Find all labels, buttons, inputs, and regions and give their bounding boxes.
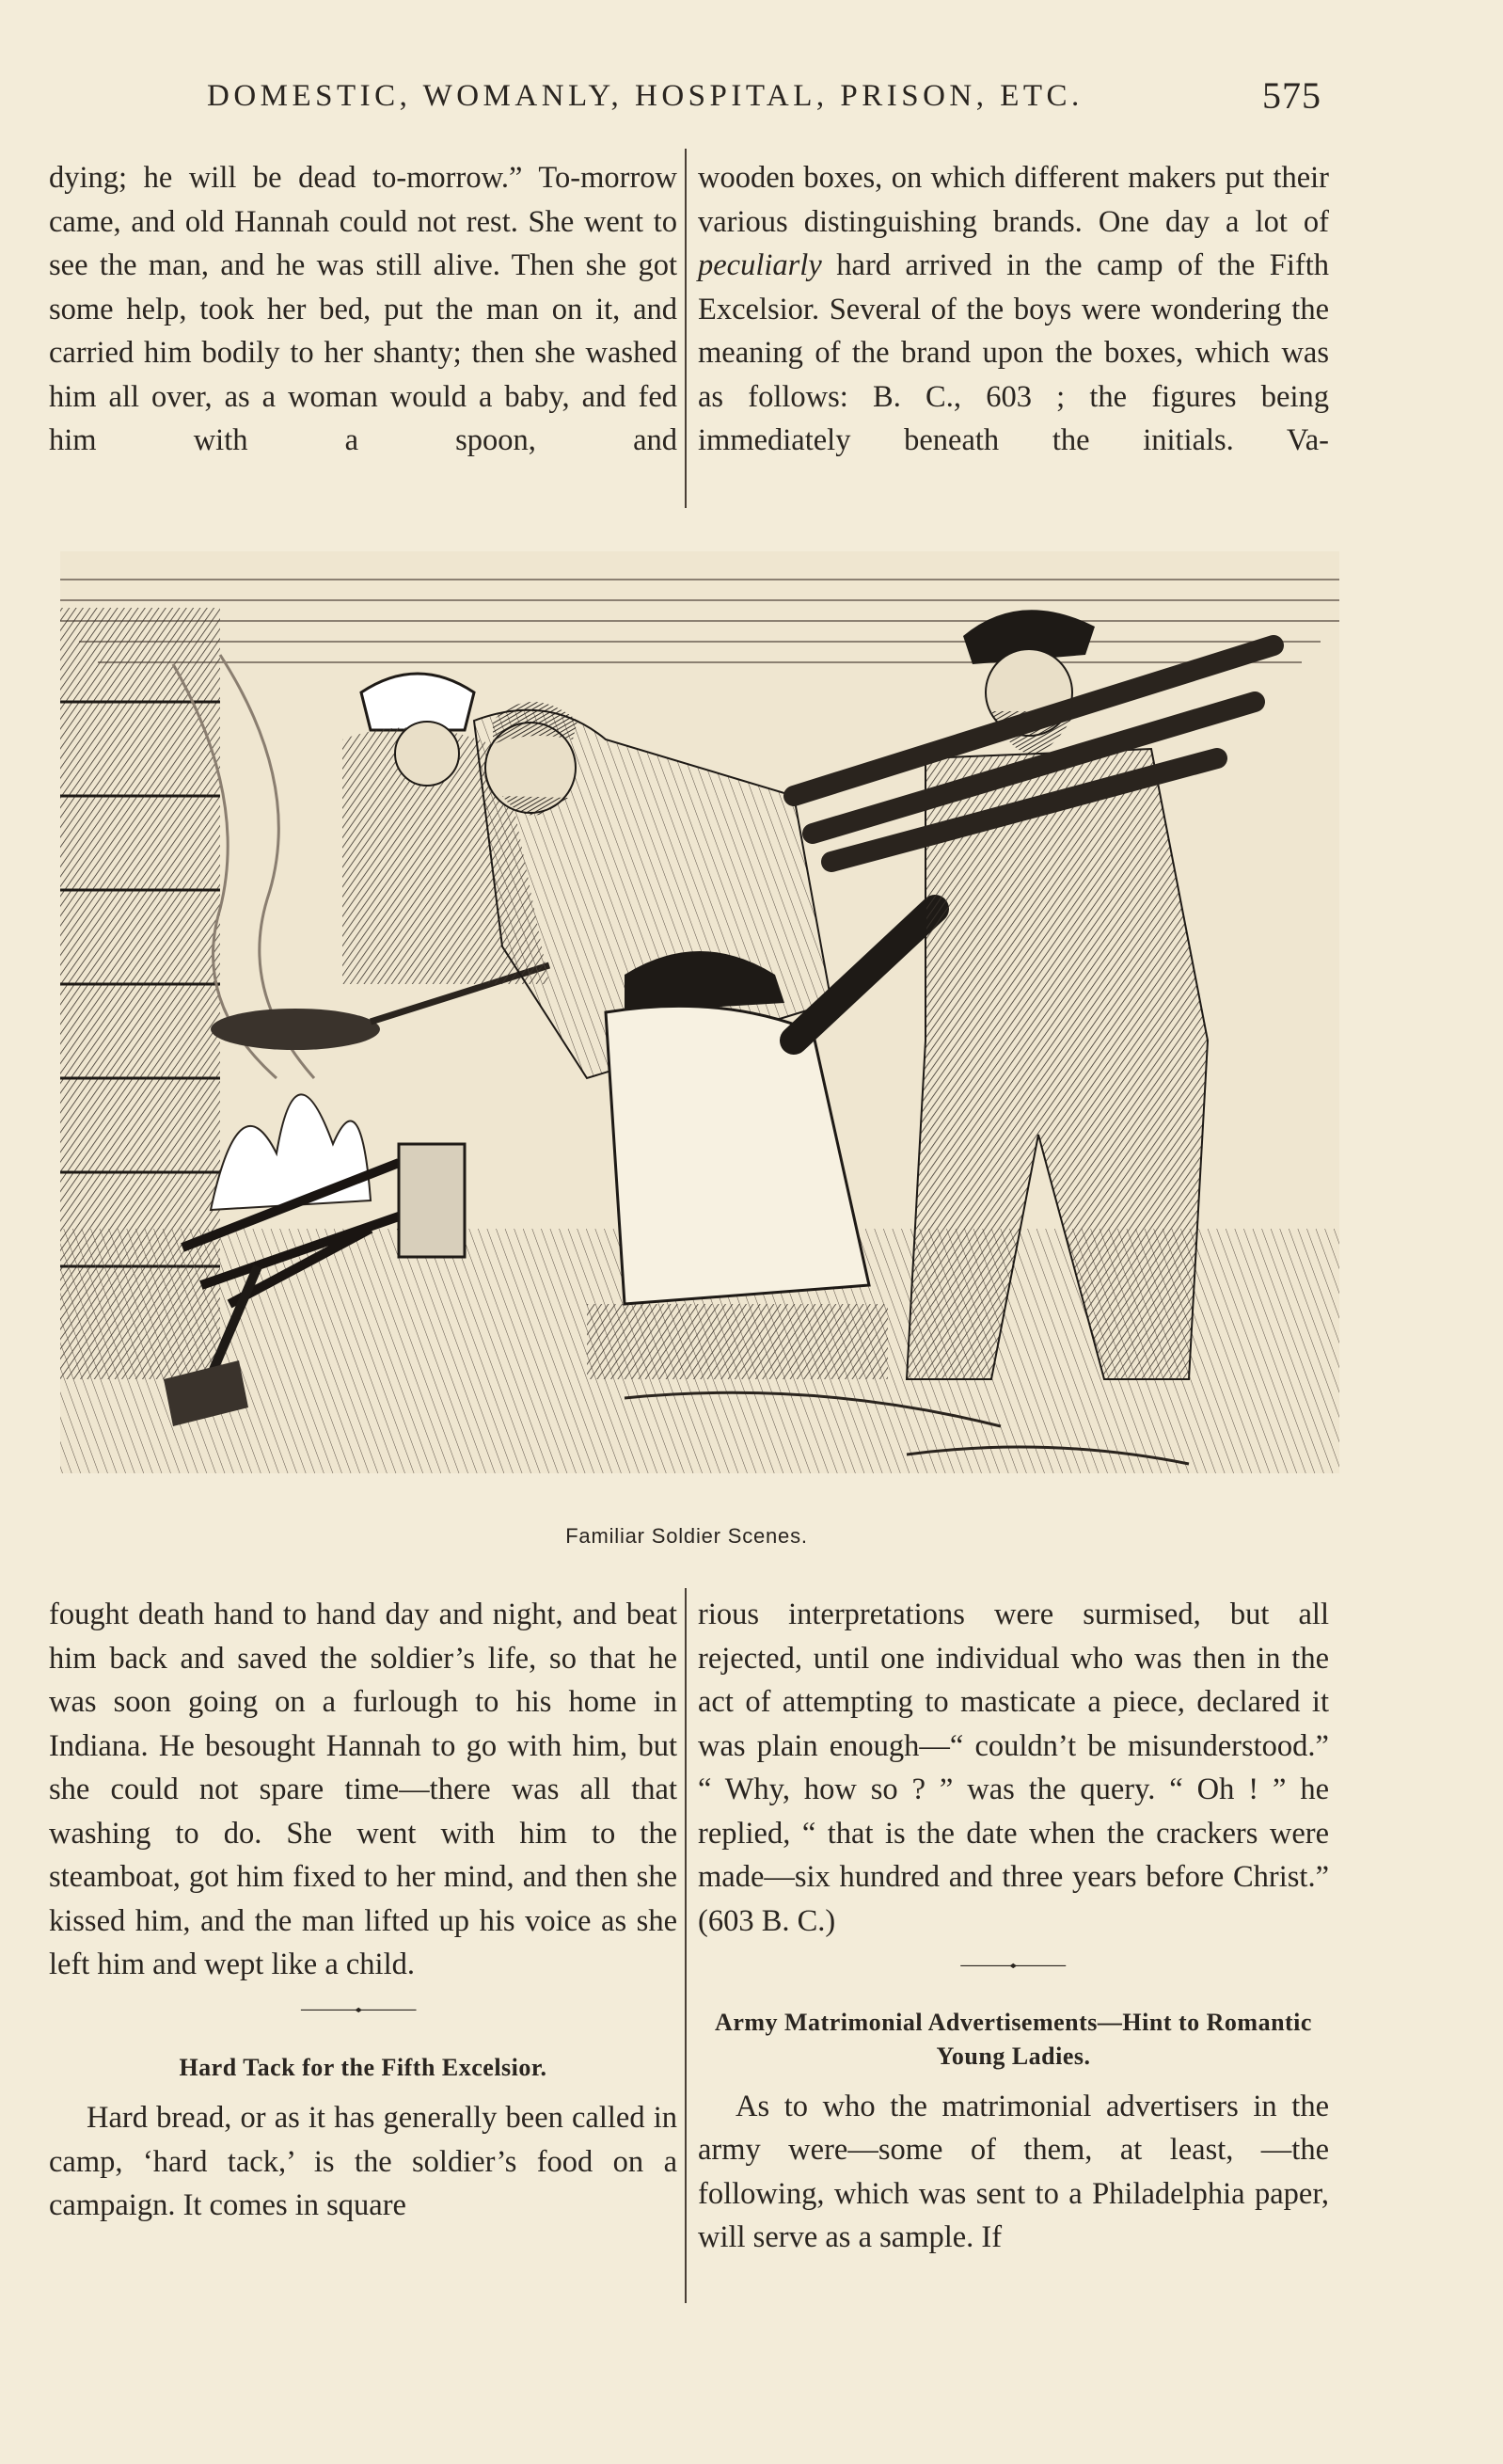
- page-number: 575: [1262, 74, 1321, 117]
- section-heading-matrimonial: Army Matrimonial Advertisements—Hint to Romantic Young Ladies.: [715, 2008, 1312, 2070]
- section-ornament-right: [698, 1959, 1329, 1974]
- section-ornament: [49, 2003, 677, 2018]
- bottom-right-column: [698, 1593, 1329, 2260]
- engraving-illustration: [60, 551, 1339, 1473]
- section-heading-hard-tack: Hard Tack for the Fifth Excelsior.: [179, 2054, 547, 2081]
- top-left-column: [49, 156, 677, 463]
- bottom-left-paragraph: fought death hand to hand day and night, and beat him back and saved the soldier’s life, so that he was soon going on a furlough to his home in Indiana. He besought Hannah to go with him, but she could not spare time—there was all that washing to do. She went with him to the steamboat, got him fixed to her mind, and then she kissed him, and the man lifted up his voice as she left him and wept like a child.: [49, 1598, 677, 1981]
- column-divider-top: [685, 149, 687, 508]
- top-right-text-a: wooden boxes, on which different makers put their various distinguishing brands. One day a lot of: [698, 161, 1329, 239]
- bottom-right-paragraph: rious interpretations were surmised, but all rejected, until one individual who was then in the act of attempting to masticate a piece, declared it was plain enough—“ couldn’t be misunderstood.” “ Why, how so ? ” was the query. “ Oh ! ” he replied, “ that is the date when the crackers were made—six hundred and three years before Christ.” (603 B. C.): [698, 1598, 1329, 1938]
- frying-pan: [211, 1009, 380, 1050]
- figure-caption: Familiar Soldier Scenes.: [565, 1524, 808, 1548]
- header-title: DOMESTIC, WOMANLY, HOSPITAL, PRISON, ETC.: [207, 79, 1084, 113]
- top-left-paragraph: dying; he will be dead to-morrow.” To-morrow came, and old Hannah could not rest. She went to see the man, and he was still alive. Then she got some help, took her bed, put the man on it, and carried him bodily to her shanty; then she washed him all over, as a woman would a baby, and fed him with a spoon, and: [49, 161, 677, 457]
- top-right-column: [698, 156, 1329, 463]
- top-right-text-b: hard arrived in the camp of the Fifth Excelsior. Several of the boys were wondering the meaning of the brand upon the boxes, which was as follows: B. C., 603 ; the figures being immediately beneath the initials. Va-: [698, 248, 1329, 457]
- column-divider-bottom: [685, 1588, 687, 2303]
- bottom-right-paragraph-2: As to who the matrimonial advertisers in the army were—some of them, at least, —the following, which was sent to a Philadelphia paper, will serve as a sample. If: [698, 2089, 1329, 2254]
- running-header: [0, 74, 1503, 135]
- bottom-left-paragraph-2: Hard bread, or as it has generally been called in camp, ‘hard tack,’ is the soldier’s food on a campaign. It comes in square: [49, 2101, 677, 2222]
- kettle: [399, 1144, 465, 1257]
- top-right-emphasis: peculiarly: [698, 248, 822, 282]
- bottom-left-column: [49, 1593, 677, 2228]
- top-right-paragraph: [698, 156, 1329, 463]
